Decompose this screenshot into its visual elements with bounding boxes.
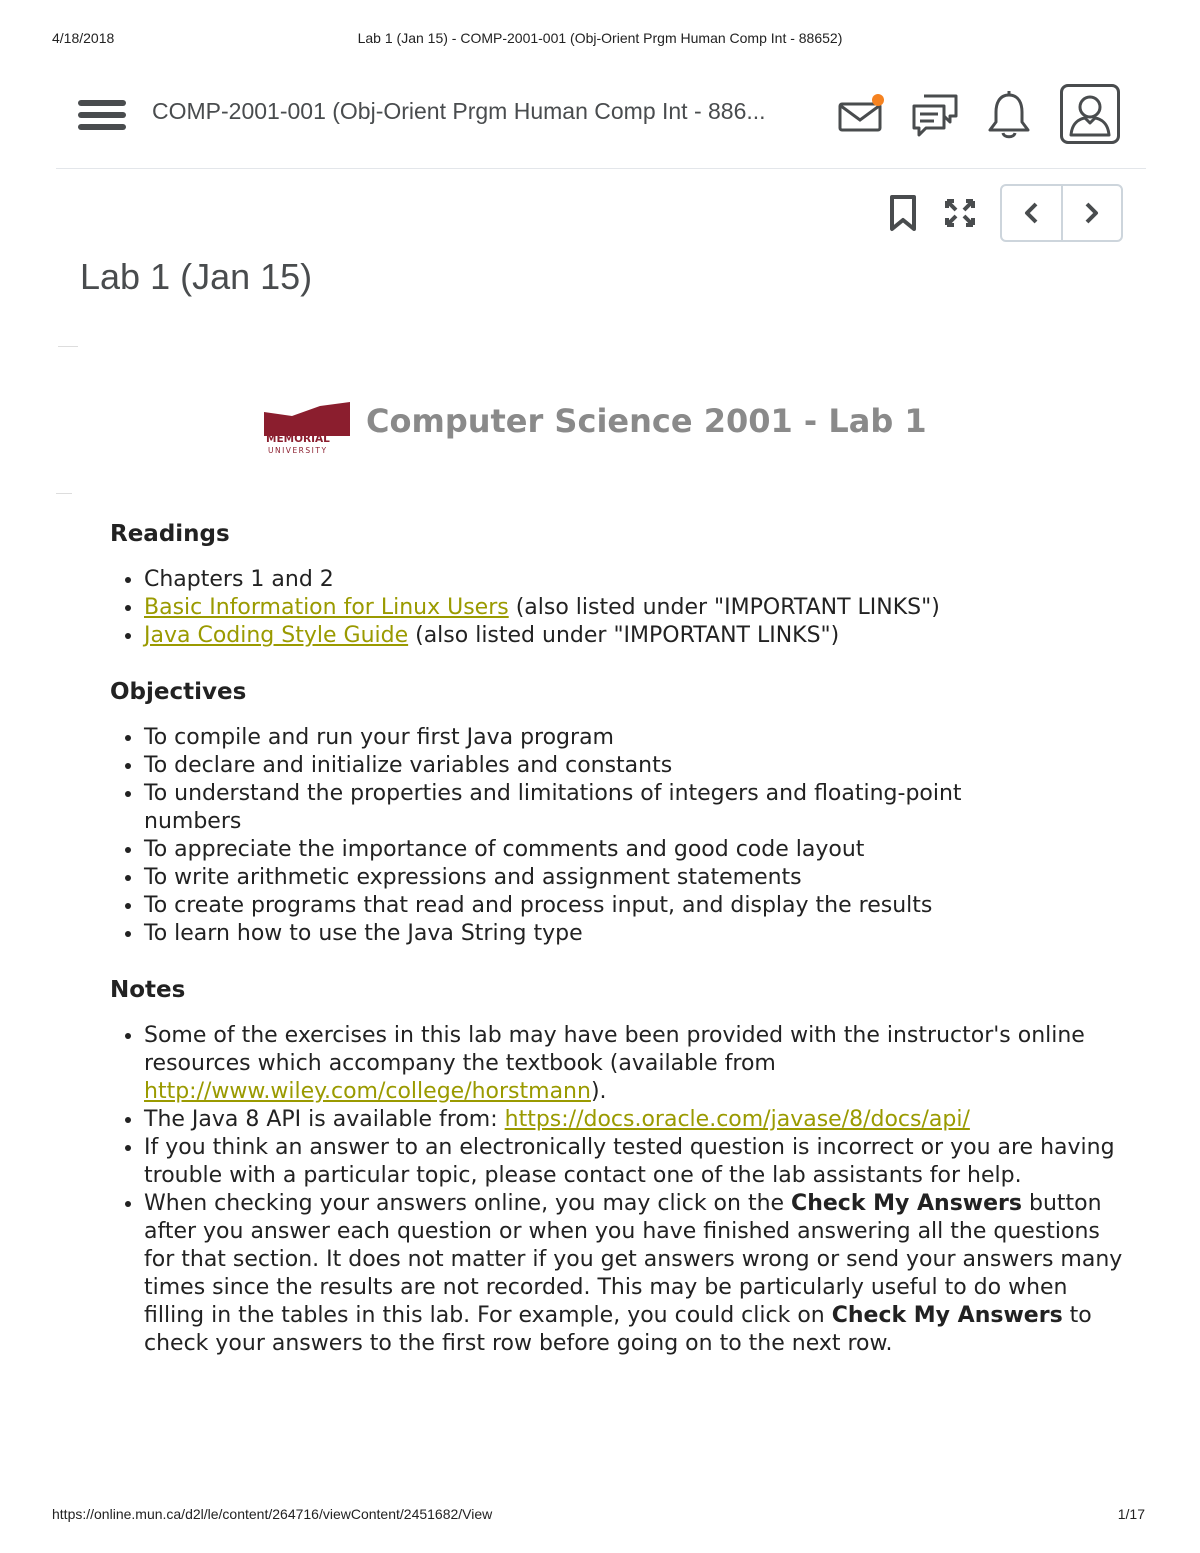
profile-button[interactable] [1060, 84, 1120, 144]
bookmark-icon[interactable] [888, 194, 918, 232]
lab-banner-title: Computer Science 2001 - Lab 1 [366, 402, 927, 440]
divider [58, 346, 78, 347]
list-item: • To compile and run your first Java program [144, 724, 1130, 752]
objectives-list [110, 724, 1130, 948]
list-item: • To write arithmetic expressions and assignment statements [144, 864, 1130, 892]
svg-text:MEMORIAL: MEMORIAL [266, 433, 330, 445]
chat-icon[interactable] [910, 92, 960, 138]
readings-heading: Readings [110, 521, 230, 547]
chevron-left-icon [1022, 201, 1040, 225]
java-style-guide-link[interactable]: Java Coding Style Guide [144, 623, 409, 648]
print-date: 4/18/2018 [52, 30, 115, 46]
list-item: • To declare and initialize variables and constants [144, 752, 1130, 780]
list-item: • Chapters 1 and 2 [144, 566, 1130, 594]
next-topic-button[interactable] [1063, 186, 1122, 240]
print-title: Lab 1 (Jan 15) - COMP-2001-001 (Obj-Orient Prgm Human Comp Int - 88652) [357, 30, 843, 46]
notes-list [110, 1022, 1130, 1358]
readings-list [110, 566, 1130, 650]
chevron-right-icon [1083, 201, 1101, 225]
list-item: • The Java 8 API is available from: https://docs.oracle.com/javase/8/docs/api/ [144, 1106, 1130, 1134]
list-item: • When checking your answers online, you may click on the Check My Answers button after you answer each question or when you have finished answering all the questions for that section. It does not matter if you get answers wrong or send your answers many times since the results are not recorded. This may be particularly useful to do when filling in the tables in this lab. For example, you could click on Check My Answers to check your answers to the first row before going on to the next row. [144, 1190, 1130, 1358]
svg-text:UNIVERSITY: UNIVERSITY [268, 446, 328, 454]
navbar [56, 78, 1146, 169]
wiley-link[interactable]: http://www.wiley.com/college/horstmann [144, 1079, 591, 1104]
profile-icon [1063, 87, 1117, 141]
bell-icon[interactable] [986, 90, 1032, 140]
previous-topic-button[interactable] [1002, 186, 1063, 240]
list-item: • To understand the properties and limitations of integers and floating-point numbers [144, 780, 1130, 836]
lab-content [110, 520, 1130, 1386]
java-api-link[interactable]: https://docs.oracle.com/javase/8/docs/api/ [504, 1107, 970, 1132]
menu-icon[interactable] [78, 100, 126, 132]
list-item: • Java Coding Style Guide (also listed under "IMPORTANT LINKS") [144, 622, 1130, 650]
fullscreen-icon[interactable] [944, 198, 976, 228]
memorial-university-logo [262, 402, 352, 454]
notes-heading: Notes [110, 977, 186, 1003]
list-item: • To appreciate the importance of comments and good code layout [144, 836, 1130, 864]
divider [56, 493, 72, 494]
print-page-number: 1/17 [1117, 1506, 1145, 1522]
mail-icon[interactable] [838, 92, 888, 136]
list-item: • If you think an answer to an electronically tested question is incorrect or you are having trouble with a particular topic, please contact one of the lab assistants for help. [144, 1134, 1130, 1190]
course-title[interactable]: COMP-2001-001 (Obj-Orient Prgm Human Comp Int - 886... [152, 98, 766, 124]
list-item: • Basic Information for Linux Users (also listed under "IMPORTANT LINKS") [144, 594, 1130, 622]
print-url: https://online.mun.ca/d2l/le/content/264716/viewContent/2451682/View [52, 1506, 493, 1522]
page-title: Lab 1 (Jan 15) [80, 256, 313, 297]
list-item: • To create programs that read and process input, and display the results [144, 892, 1130, 920]
topic-navigation [1000, 184, 1123, 242]
notification-dot [872, 94, 884, 106]
list-item: • To learn how to use the Java String type [144, 920, 1130, 948]
list-item: • Some of the exercises in this lab may have been provided with the instructor's online resources which accompany the textbook (available from http://www.wiley.com/college/horstmann). [144, 1022, 1130, 1106]
objectives-heading: Objectives [110, 679, 247, 705]
linux-info-link[interactable]: Basic Information for Linux Users [144, 595, 509, 620]
